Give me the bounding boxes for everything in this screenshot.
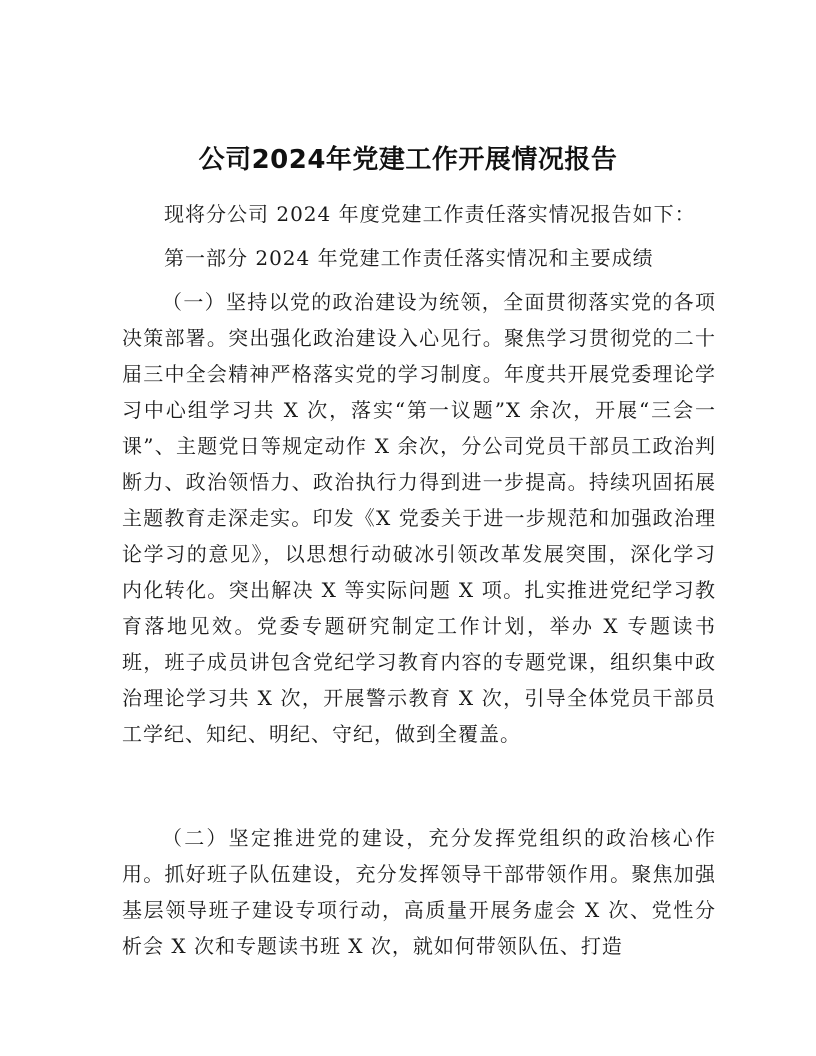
part-heading: 第一部分 2024 年党建工作责任落实情况和主要成绩	[164, 246, 654, 270]
intro-line: 现将分公司 2024 年度党建工作责任落实情况报告如下：	[164, 202, 696, 226]
document-title: 公司2024年党建工作开展情况报告	[198, 145, 618, 175]
paragraph-1: （一）坚持以党的政治建设为统领，全面贯彻落实党的各项决策部署。突出强化政治建设入心见行。聚焦学习贯彻党的二十届三中全会精神严格落实党的学习制度。年度共开展党委理论学习中心组学习共 X 次，落实“第一议题”X 余次，开展“三会一课”、主题党日等规定动作 X 余次，分公司党员干部员工政治判断力、政治领悟力、政治执行力得到进一步提高。持续巩固拓展主题教育走深走实。印发《X 党委关于进一步规范和加强政治理论学习的意见》，以思想行动破冰引领改革发展突围，深化学习内化转化。突出解决 X 等实际问题 X 项。扎实推进党纪学习教育落地见效。党委专题研究制定工作计划，举办 X 专题读书班，班子成员讲包含党纪学习教育内容的专题党课，组织集中政治理论学习共 X 次，开展警示教育 X 次，引导全体党员干部员工学纪、知纪、明纪、守纪，做到全覆盖。	[122, 290, 716, 746]
paragraph-2: （二）坚定推进党的建设，充分发挥党组织的政治核心作用。抓好班子队伍建设，充分发挥领导干部带领作用。聚焦加强基层领导班子建设专项行动，高质量开展务虚会 X 次、党性分析会 X 次和专题读书班 X 次，就如何带领队伍、打造	[122, 826, 716, 958]
